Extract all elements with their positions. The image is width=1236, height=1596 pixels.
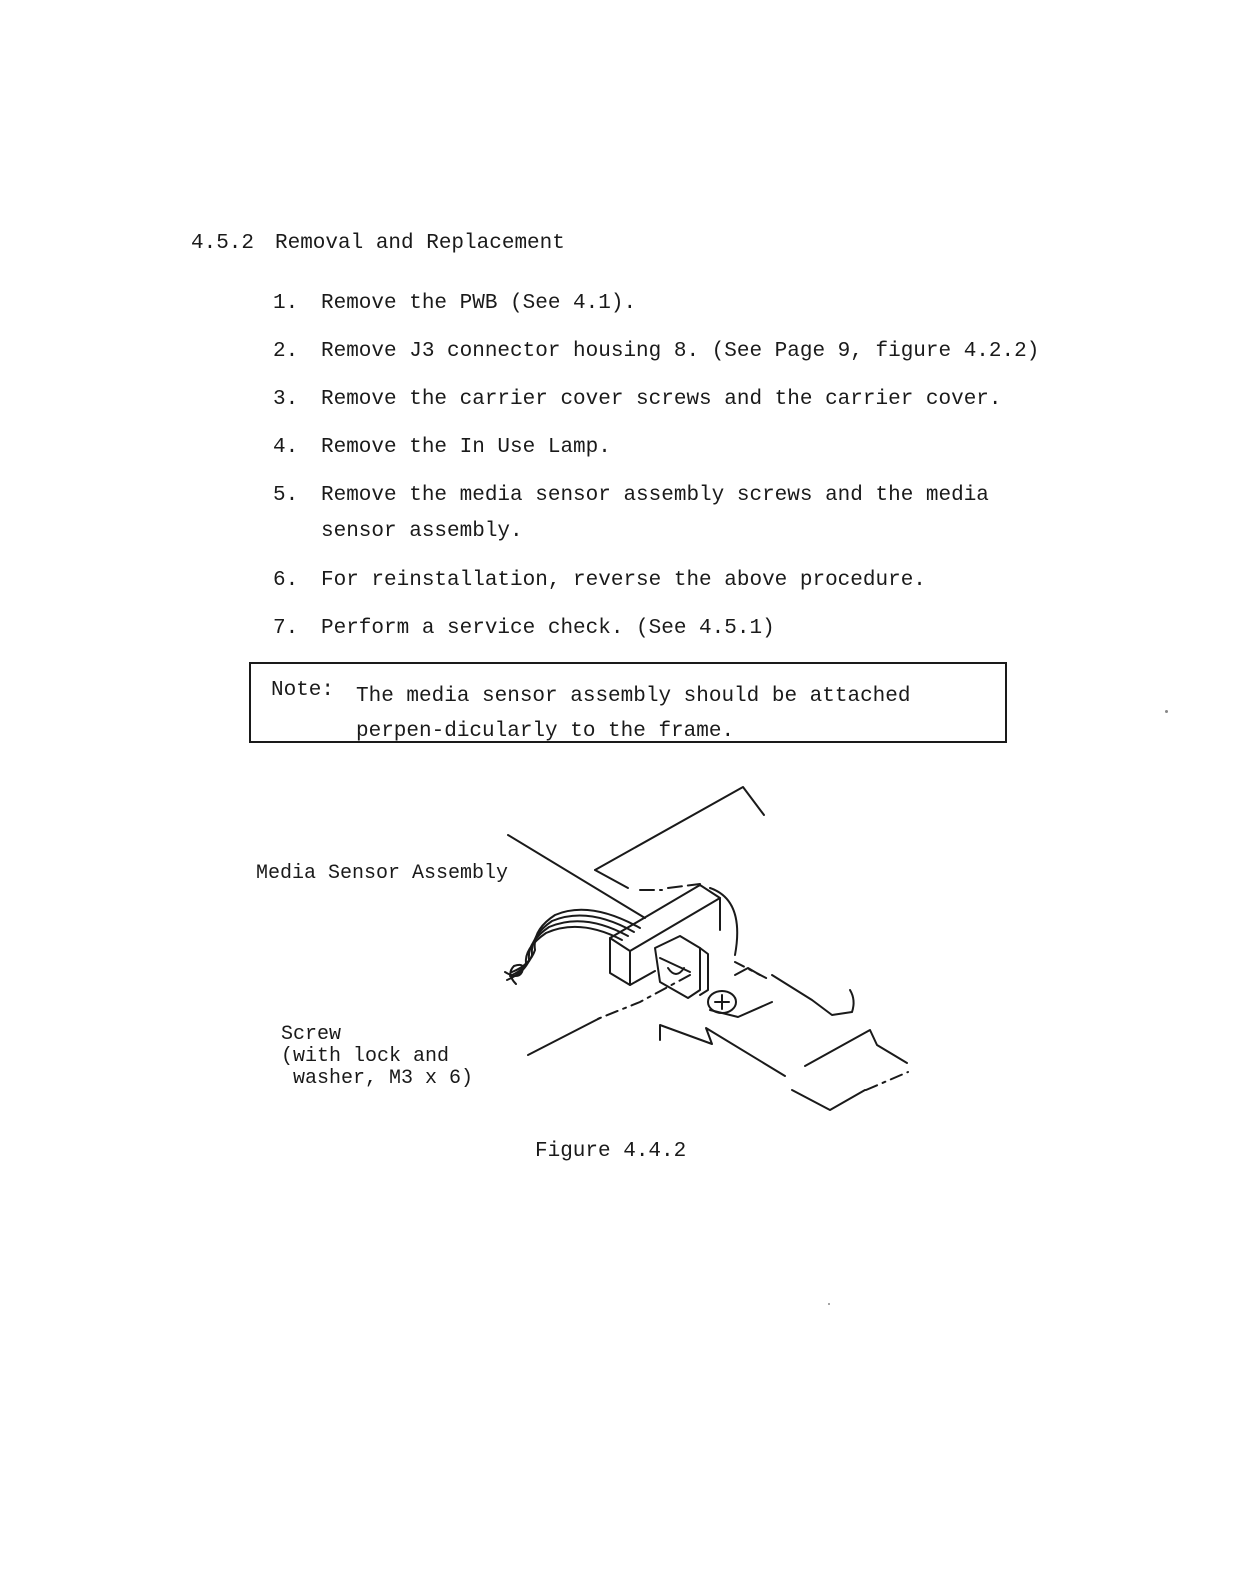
frame-upper-edge [595,787,764,870]
frame-lower-right [805,1030,907,1066]
sensor-block-right [630,898,720,985]
step-text: For reinstallation, reverse the above procedure. [321,569,926,592]
step-text-continuation: sensor assembly. [321,520,523,543]
step-number: 4. [273,436,299,459]
wire-2 [510,916,634,976]
step-number: 7. [273,617,299,640]
figure-caption: Figure 4.4.2 [535,1140,687,1163]
note-text: The media sensor assembly should be attached perpen-dicularly to the frame. [356,685,911,743]
frame-right-edge [772,975,854,1015]
center-line-3 [866,1072,908,1090]
scan-speck [828,1303,830,1305]
step-text: Perform a service check. (See 4.5.1) [321,617,775,640]
frame-upper-left [595,870,628,888]
step-text: Remove J3 connector housing 8. (See Page 9, figure 4.2.2) [321,340,1040,363]
note-label: Note: [271,679,335,702]
scan-speck [1165,710,1168,713]
section-title: Removal and Replacement [275,232,565,255]
step-number: 3. [273,388,299,411]
frame-hidden-edge [640,884,700,890]
section-number: 4.5.2 [191,232,255,255]
step-text: Remove the carrier cover screws and the carrier cover. [321,388,1002,411]
step-number: 5. [273,484,299,507]
screw-cross [715,995,729,1009]
step-text: Remove the PWB (See 4.1). [321,292,637,315]
wire-1 [512,910,640,972]
frame-lower-edge [660,1025,785,1076]
frame-bottom [792,1090,865,1110]
media-sensor-assembly-label: Media Sensor Assembly [256,862,509,885]
step-number: 2. [273,340,299,363]
step-number: 1. [273,292,299,315]
screw-label: Screw (with lock and washer, M3 x 6) [281,1023,474,1090]
frame-curve [710,888,737,955]
screw-leader-line [528,1018,600,1055]
step-number: 6. [273,569,299,592]
sensor-window-detail [660,958,690,974]
step-text: Remove the media sensor assembly screws and the media [321,484,989,507]
sensor-leader-line [508,835,645,918]
frame-notch [735,968,760,975]
frame-screw-edge [710,1002,772,1017]
step-text: Remove the In Use Lamp. [321,436,611,459]
sensor-window-side [700,948,708,995]
center-line-2 [595,975,690,1020]
sensor-block-top [610,885,720,951]
